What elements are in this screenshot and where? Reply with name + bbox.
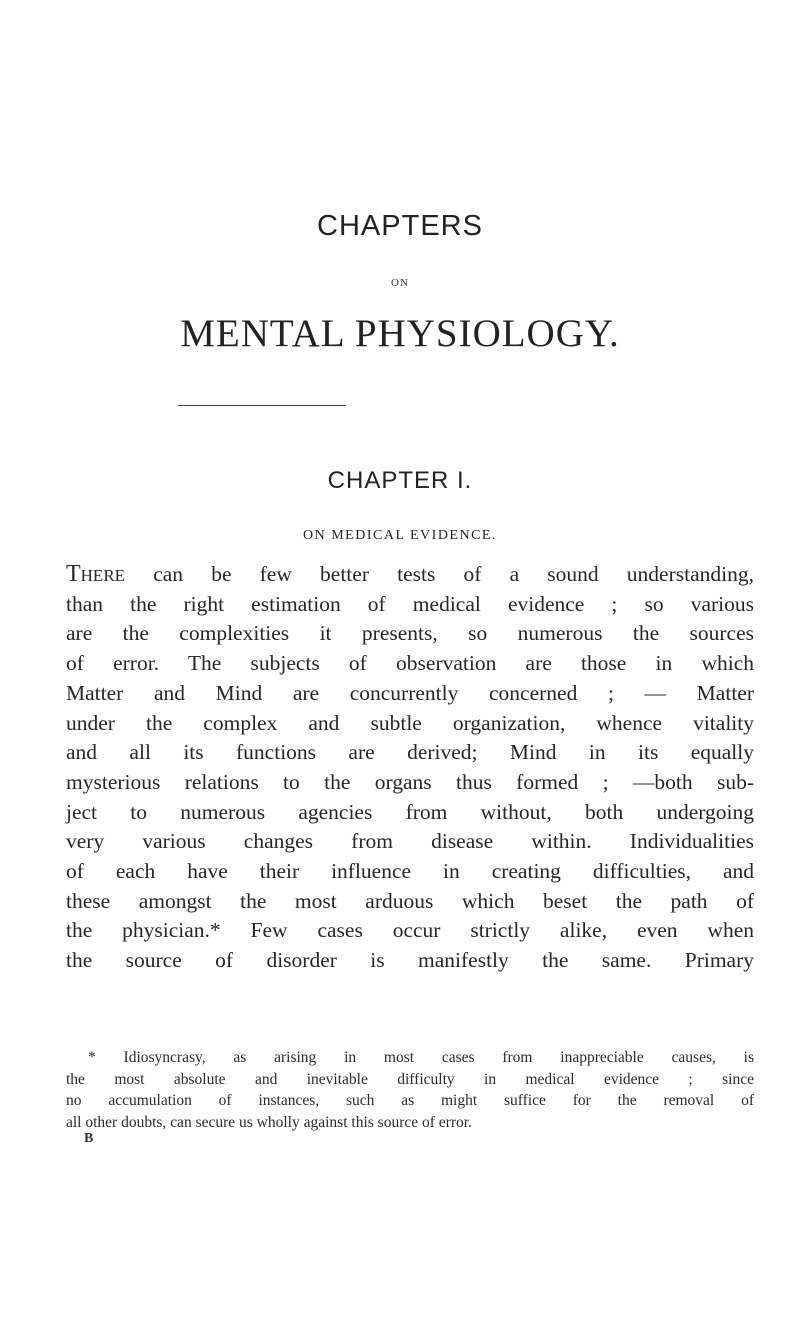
opening-word: There <box>66 561 126 587</box>
footnote-line: the most absolute and inevitable difficulty in medical evidence ; since <box>66 1070 754 1088</box>
body-line: and all its functions are derived; Mind in its equally <box>66 740 754 765</box>
body-line: the source of disorder is manifestly the same. Primary <box>66 948 754 973</box>
body-line: mysterious relations to the organs thus formed ; —both sub- <box>66 769 754 794</box>
signature-mark: B <box>84 1131 94 1146</box>
footnote-line: all other doubts, can secure us wholly against this source of error. <box>66 1113 472 1131</box>
body-line: Matter and Mind are concurrently concerned ; — Matter <box>66 680 754 705</box>
title-divider-rule <box>178 405 346 406</box>
chapter-title: ON MEDICAL EVIDENCE. <box>303 528 497 543</box>
body-text <box>66 560 754 976</box>
body-line: of error. The subjects of observation are those in which <box>66 651 754 676</box>
book-title: CHAPTERS <box>317 210 483 242</box>
body-line: very various changes from disease within. Individualities <box>66 829 754 854</box>
body-line: There can be few better tests of a sound understanding, <box>66 561 754 587</box>
chapter-heading: CHAPTER I. <box>327 467 473 494</box>
title-connector: ON <box>391 277 409 289</box>
footnote-line: * Idiosyncrasy, as arising in most cases from inappreciable causes, is <box>88 1049 754 1066</box>
footnote <box>66 1047 754 1133</box>
body-line: ject to numerous agencies from without, both undergoing <box>66 799 754 824</box>
body-line: the physician.* Few cases occur strictly alike, even when <box>66 918 754 943</box>
body-line: these amongst the most arduous which beset the path of <box>66 888 754 913</box>
body-line: than the right estimation of medical evidence ; so various <box>66 591 754 616</box>
body-line: of each have their influence in creating difficulties, and <box>66 859 754 884</box>
body-line: under the complex and subtle organization, whence vitality <box>66 710 754 735</box>
body-line: are the complexities it presents, so numerous the sources <box>66 621 754 646</box>
book-subtitle: MENTAL PHYSIOLOGY. <box>180 312 620 355</box>
footnote-line: no accumulation of instances, such as might suffice for the removal of <box>66 1092 754 1109</box>
